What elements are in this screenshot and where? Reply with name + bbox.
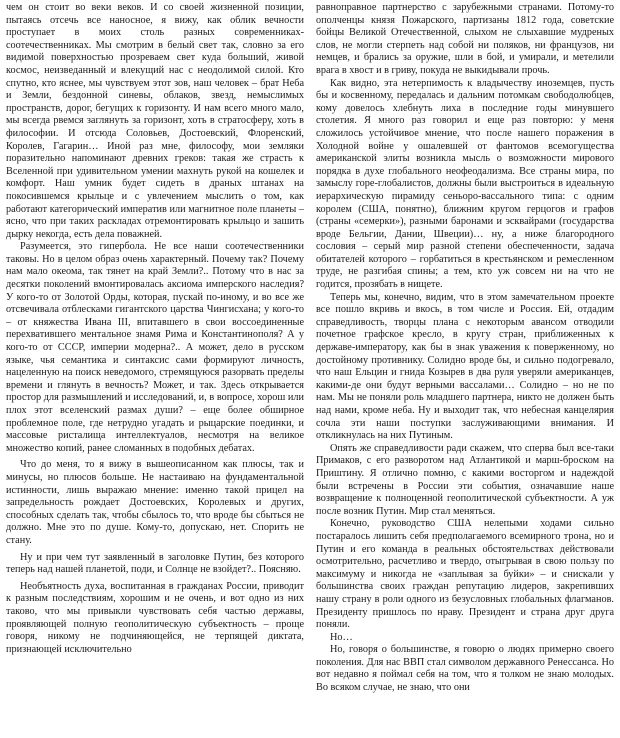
paragraph: Опять же справедливости ради скажем, что сперва был все-таки Примаков, с его разворотом над Атлантикой и марш-броском на Приштину. Я отлично помню, с какими восторгом и надеждой были встречены в России эти события, означавшие наше возвращение к полноценной геополитической субъектности. А уж после возник Путин. Мир стал меняться. (316, 442, 614, 517)
paragraph: Теперь мы, конечно, видим, что в этом замечательном проекте все пошло вкривь и вкось, в том числе и Россия. Ей, отдадим справедливость, творцы плана с некоторым авансом отводили почетное графское кресло, в кругу стран, приближенных к державе-императору, как бы в знак уважения к поверженному, но достойному противнику. Солидно вроде бы, и сильно подогревало, что наш Ельцин и гнида Козырев в два руля уверяли американцев, какими-де они будут верными вассалами… Солидно – но не по нам. Мы не поняли роль младшего партнера, никто не должен быть над нами, кроме неба. Ну и выходит так, что небесная канцелярия сочла эти наши поступки заслуживающими внимания. И откликнулась на них Путиным. (316, 291, 614, 442)
paragraph: Что до меня, то я вижу в вышеописанном как плюсы, так и минусы, но плюсов больше. Не настаиваю на фундаментальной истинности, лишь выражаю мнение: именно такой прицел на запредельность рождает Достоевских, Королевых и других, способных сделать так, чтобы сбылось то, что вроде бы сбыться не должно. Мне это по душе. Кому-то, допускаю, нет. Спорить не стану. (6, 459, 304, 546)
left-text-column (6, 2, 304, 738)
right-text-column (316, 2, 614, 738)
paragraph: Но, говоря о большинстве, я говорю о людях примерно своего поколения. Для нас ВВП стал символом державного Ренессанса. Но вот недавно я поймал себя на том, что я толком не знаю молодых. Во всяком случае, не знаю, что они (316, 644, 614, 694)
paragraph: Но… (330, 631, 353, 643)
paragraph: равноправное партнерство с зарубежными странами. Потому-то ополченцы князя Пожарского, партизаны 1812 года, советские бойцы Великой Отечественной, слыхом не слыхавшие мудреных слов, не могли стерпеть над собой ни поляков, ни французов, ни немцев, и брались за оружие, шли в бой, и умирали, и метелили врага в хвост и в гриву, покуда не выкидывали прочь. (316, 2, 614, 76)
paragraph: Разумеется, это гипербола. Не все наши соотечественники таковы. Но в целом образ очень характерный. Почему так? Почему нам мало океома, так тянет на край Земли?.. Потому что в нас за десятки поколений вмонтировалась аксиома имперского наследия? У кого-то от Золотой Орды, которая, пускай по-иному, и во все же отсвечивала отблесками гигантского царства Чингисхана; у кого-то – от княжества Ивана III, впитавшего в свои воссоединенные перехватившего ментальное знамя Рима и Константинополя? А у кого-то от СССР, империи модерна?.. А может, дело в русском языке, чья семантика и синтаксис сами формируют личность, нацеленную на поиск неведомого, стремящуюся разорвать пределы времени и глянуть в вечность? Может, и так. Здесь открывается простор для размышлений и исследований, и, в вопросе, хорош или плох этот вселенский размах души? – еще более обширное проблемное поле, где нетрудно угадать и рыцарские поединки, и массовые ристалища интеллектуалов, несмотря на великое множество копий, ранее сломанных в подобных дебатах. (6, 241, 304, 454)
paragraph: чем он стоит во веки веков. И со своей жизненной позиции, пытаясь отсечь все наносное, я вижу, как облик вечности проступает в моих столь разных современниках-соотечественниках. Мы смотрим в белый свет так, словно за его видимой поверхностью прозреваем свет куда больший, живой космос, неизведанный и влекущий нас с неодолимой силой. Кто спутно, кто яснее, мы чувствуем этот зов, наш человек – брат Неба и Земли, бездонной синевы, облаков, звезд, немыслимых пространств, дорог, бегущих к горизонту. И нам всего много мало, мы всегда рвемся заглянуть за горизонт, хоть в стратосферу, хоть в философии. И отсюда Соловьев, Достоевский, Флоренский, Королев, Гагарин… Иной раз мне, философу, мои земляки поразительно напоминают древних греков: такая же страсть к Вселенной при удивительном умении махнуть рукой на кошелек и комфорт. Наш умник будет сидеть в драных штанах на покосившемся крыльце и с увлечением мыслить о том, как работают категорический императив или магнитное поле планеты – ясно, что при таких раскладах отремонтировать крыльцо и зашить дырку некогда, есть дела поважней. (6, 2, 304, 240)
paragraph: Конечно, руководство США нелепыми ходами сильно постаралось лишить себя предполагаемого всемирного трона, но и Путин и его команда в реальных обстоятельствах действовали осмотрительно, расчетливо и твердо, отыгрывая в свою пользу по максимуму и никогда не «заплывая за буйки» – и снискали у большинства своих граждан репутацию лидеров, закрепивших нашу страну в роли одного из безусловных глобальных флагманов. Президенту пришлось по нраву. Президент и страна друг друга поняли. (316, 518, 614, 631)
paragraph: Ну и при чем тут заявленный в заголовке Путин, без которого теперь над нашей планетой, поди, и Солнце не взойдет?.. Поясняю. (6, 551, 304, 576)
paragraph: Необъятность духа, воспитанная в гражданах России, приводит к разным последствиям, хорошим и не очень, и вот одно из них таково, что мы привыкли чувствовать себя частью державы, проявляющей полную геополитическую субъектность – проще говоря, никому не подчиняющейся, не терпящей диктата, признающей исключительно (6, 580, 304, 655)
paragraph: Как видно, эта нетерпимость к владычеству иноземцев, пусть бы и косвенному, передалась и дальним потомкам свободолюбцев, кому довелось хлебнуть лиха в последние годы минувшего столетия. Я много раз говорил и еще раз повторю: у меня сложилось устойчивое мнение, что после нашего поражения в Холодной войне у ошалевшей от фантомов всемогущества американской элиты возникла мысль о возможности мирового порядка в духе глобального неофеодализма. Все страны мира, по замыслу горе-глобалистов, должны были выстроиться в идеальную иерархическую пирамиду сеньоро-вассального типа: с одним королем (США, понятно), ближним кругом герцогов и графов (страны «семерки»), разными баронами и эсквайрами (государства вроде Бельгии, Дании, Швеции)… ну, а ниже благородного сословия – серый мир разной степени обеспеченности, задача обитателей которого – горбатиться в крестьянском и ремесленном труде, не разгибая спины; а тем, кто уж совсем ни на что не годится, прозябать в нищете. (316, 77, 614, 291)
